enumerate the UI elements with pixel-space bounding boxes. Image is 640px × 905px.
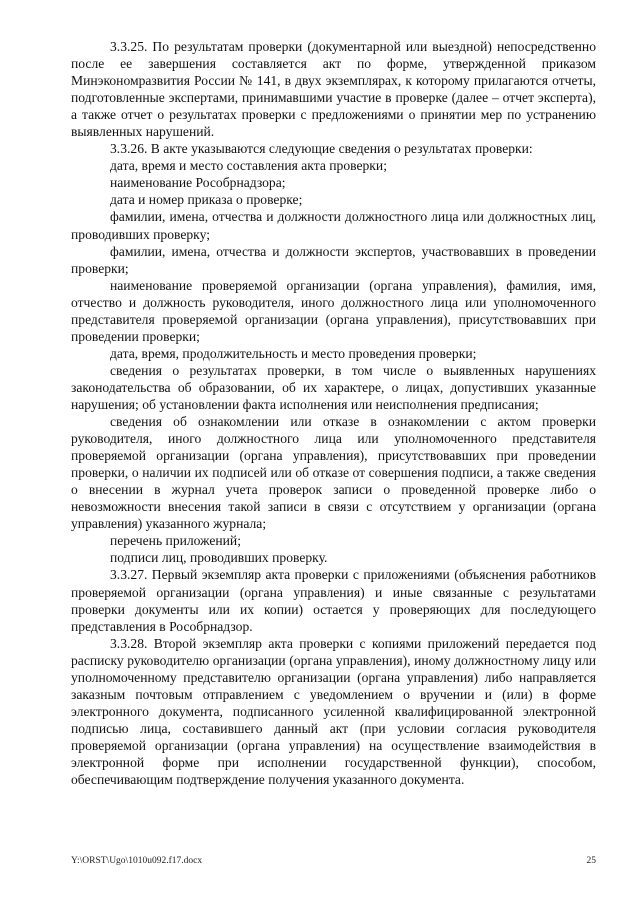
list-item-experts: фамилии, имена, отчества и должности экспертов, участвовавших в проведении проверки; (71, 243, 596, 276)
page-number: 25 (586, 856, 596, 866)
list-item-organization: наименование проверяемой организации (органа управления), фамилия, имя, отчество и должность руководителя, иного должностного лица или уполномоченного представителя проверяемой организации (органа управления), присутствовавших при проведении проверки; (71, 277, 596, 344)
paragraph-3-3-26: 3.3.26. В акте указываются следующие сведения о результатах проверки: (110, 141, 533, 157)
paragraph-3-3-25: 3.3.25. По результатам проверки (документарной или выездной) непосредственно после ее завершения составляется акт по форме, утвержденной приказом Минэкономразвития России № 141, в двух экземплярах, к которому прилагаются отчеты, подготовленные экспертами, принимавшими участие в проверке (далее – отчет эксперта), а также отчет о результатах проверки с предложениями о принятии мер по устранению выявленных нарушений. (71, 39, 596, 140)
list-item-attachments: перечень приложений; (110, 533, 241, 549)
paragraph-3-3-28: 3.3.28. Второй экземпляр акта проверки с копиями приложений передается под расписку руководителю организации (органа управления), иному должностному лицу или уполномоченному представителю организации (органа управления) либо направляется заказным почтовым отправлением с уведомлением о вручении и (или) в форме электронного документа, подписанного усиленной квалифицированной электронной подписью лица, составившего данный акт (при условии согласия руководителя проверяемой организации (органа управления) на осуществление взаимодействия в электронной форме при исполнении государственной функции), способом, обеспечивающим подтверждение получения указанного документа. (71, 635, 596, 788)
document-body (71, 38, 596, 788)
list-item-order-date: дата и номер приказа о проверке; (110, 192, 303, 208)
paragraph-3-3-27: 3.3.27. Первый экземпляр акта проверки с приложениями (объяснения работников проверяемой организации (органа управления) и иные связанные с результатами проверки документы или их копии) остается у проверяющих для последующего представления в Рособрнадзор. (71, 567, 596, 634)
footer-file-path: Y:\ORST\Ugo\1010u092.f17.docx (71, 856, 203, 866)
list-item-act-date: дата, время и место составления акта проверки; (110, 158, 387, 174)
list-item-officials: фамилии, имена, отчества и должности должностного лица или должностных лиц, проводивших проверку; (71, 209, 596, 242)
list-item-results: сведения о результатах проверки, в том числе о выявленных нарушениях законодательства об образовании, об их характере, о лицах, допустивших указанные нарушения; об установлении факта исполнения или неисполнения предписания; (71, 362, 596, 412)
list-item-agency-name: наименование Рособрнадзора; (110, 175, 286, 191)
list-item-signatures: подписи лиц, проводивших проверку. (110, 550, 328, 566)
list-item-inspection-time: дата, время, продолжительность и место проведения проверки; (110, 345, 477, 361)
list-item-acquaintance: сведения об ознакомлении или отказе в ознакомлении с актом проверки руководителя, иного должностного лица или уполномоченного представителя проверяемой организации (органа управления), присутствовавших при проведении проверки, о наличии их подписей или об отказе от совершения подписи, а также сведения о внесении в журнал учета проверок записи о проведенной проверке либо о невозможности внесения такой записи в связи с отсутствием у организации (органа управления) указанного журнала; (71, 414, 596, 532)
